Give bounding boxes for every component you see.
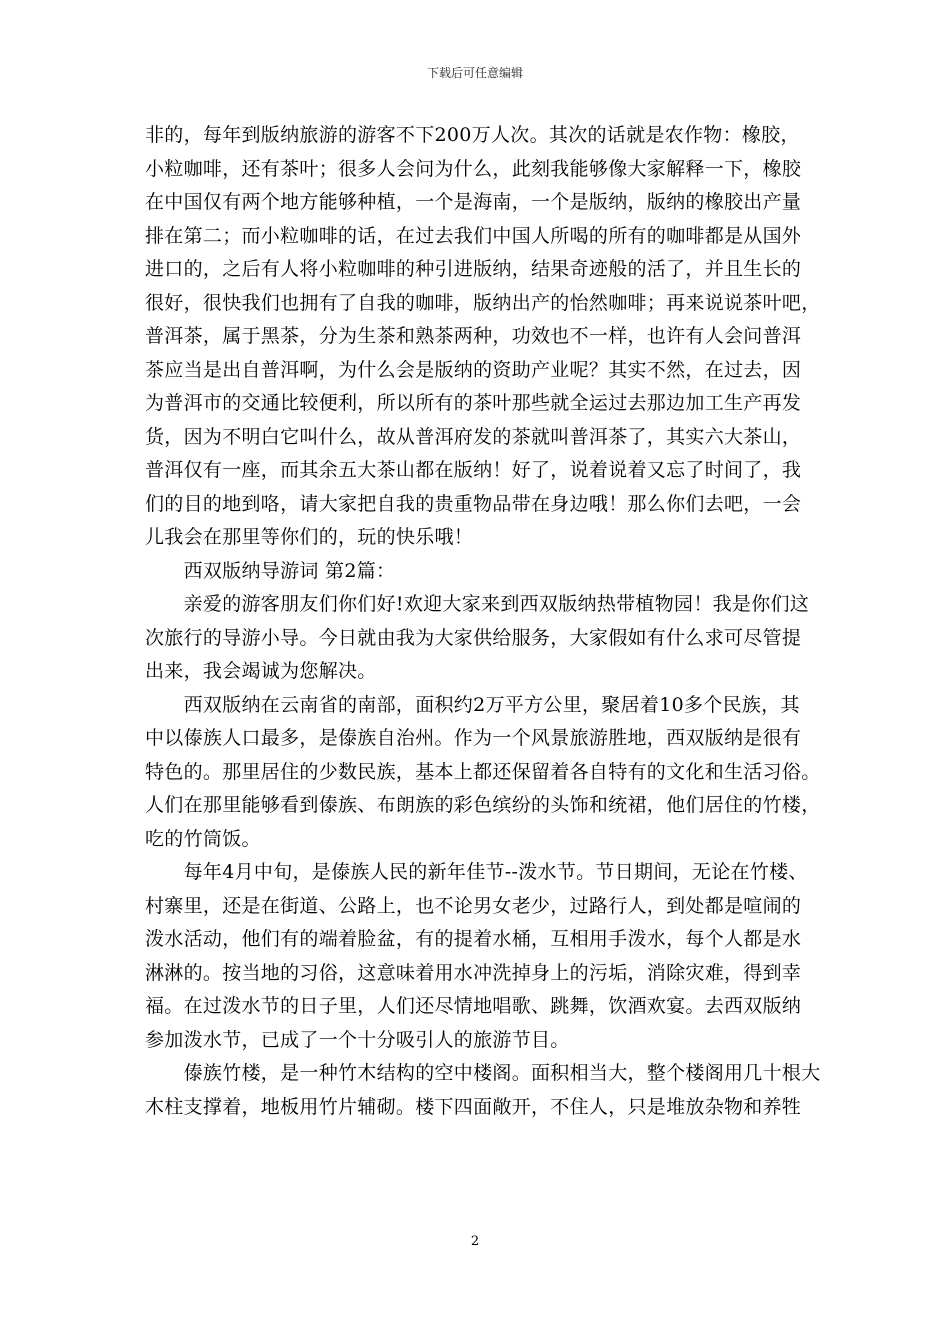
text-line: 们的目的地到咯，请大家把自我的贵重物品带在身边哦！那么你们去吧，一会 [145, 492, 802, 515]
text-line: 很好，很快我们也拥有了自我的咖啡，版纳出产的怡然咖啡；再来说说茶叶吧， [145, 291, 821, 314]
text-line: 淋淋的。按当地的习俗，这意味着用水冲洗掉身上的污垢，消除灾难，得到幸 [145, 961, 802, 984]
text-line: 进口的，之后有人将小粒咖啡的种引进版纳，结果奇迹般的活了，并且生长的 [145, 258, 802, 280]
text-line: 傣族竹楼，是一种竹木结构的空中楼阁。面积相当大，整个楼阁用几十根大 [145, 1062, 821, 1084]
text-line: 特色的。那里居住的少数民族，基本上都还保留着各自特有的文化和生活习俗。 [145, 760, 821, 783]
text-line: 小粒咖啡，还有茶叶；很多人会问为什么，此刻我能够像大家解释一下，橡胶 [145, 157, 802, 180]
text-line: 亲爱的游客朋友们你们好!欢迎大家来到西双版纳热带植物园！我是你们这 [145, 593, 810, 615]
text-line: 儿我会在那里等你们的，玩的快乐哦！ [145, 526, 474, 548]
text-line: 非的，每年到版纳旅游的游客不下200万人次。其次的话就是农作物：橡胶， [145, 124, 800, 146]
text-line: 排在第二；而小粒咖啡的话，在过去我们中国人所喝的所有的咖啡都是从国外 [145, 224, 802, 247]
text-line: 福。在过泼水节的日子里，人们还尽情地唱歌、跳舞，饮酒欢宴。去西双版纳 [145, 995, 802, 1017]
text-line: 吃的竹筒饭。 [145, 827, 261, 850]
text-line: 普洱仅有一座，而其余五大茶山都在版纳！好了，说着说着又忘了时间了，我 [145, 459, 802, 481]
text-line: 村寨里，还是在街道、公路上，也不论男女老少，过路行人，到处都是喧闹的 [145, 894, 802, 917]
text-line: 西双版纳在云南省的南部，面积约2万平方公里，聚居着10多个民族，其 [145, 693, 800, 716]
document-body [145, 119, 821, 1124]
text-line: 泼水活动，他们有的端着脸盆，有的提着水桶，互相用手泼水，每个人都是水 [145, 928, 802, 950]
section-heading: 西双版纳导游词 第2篇： [145, 559, 396, 582]
text-line: 普洱茶，属于黑茶，分为生茶和熟茶两种，功效也不一样，也许有人会问普洱 [145, 325, 802, 347]
text-line: 为普洱市的交通比较便利，所以所有的茶叶那些就全运过去那边加工生产再发 [145, 392, 802, 414]
page-number: 2 [470, 1234, 480, 1249]
text-line: 货，因为不明白它叫什么，故从普洱府发的茶就叫普洱茶了，其实六大茶山， [145, 425, 802, 448]
text-line: 每年4月中旬，是傣族人民的新年佳节--泼水节。节日期间，无论在竹楼、 [145, 861, 808, 883]
text-line: 次旅行的导游小导。今日就由我为大家供给服务，大家假如有什么求可尽管提 [145, 626, 802, 649]
text-line: 参加泼水节，已成了一个十分吸引人的旅游节目。 [145, 1028, 570, 1051]
text-line: 人们在那里能够看到傣族、布朗族的彩色缤纷的头饰和统裙，他们居住的竹楼， [145, 794, 821, 816]
text-line: 出来，我会竭诚为您解决。 [145, 660, 377, 682]
text-line: 木柱支撑着，地板用竹片辅砌。楼下四面敞开，不住人，只是堆放杂物和养牲 [145, 1095, 802, 1118]
text-line: 茶应当是出自普洱啊，为什么会是版纳的资助产业呢？其实不然，在过去，因 [145, 358, 802, 381]
page-header: 下载后可任意编辑 [426, 66, 523, 80]
text-line: 在中国仅有两个地方能够种植，一个是海南，一个是版纳，版纳的橡胶出产量 [145, 191, 802, 213]
text-line: 中以傣族人口最多，是傣族自治州。作为一个风景旅游胜地，西双版纳是很有 [145, 727, 802, 749]
